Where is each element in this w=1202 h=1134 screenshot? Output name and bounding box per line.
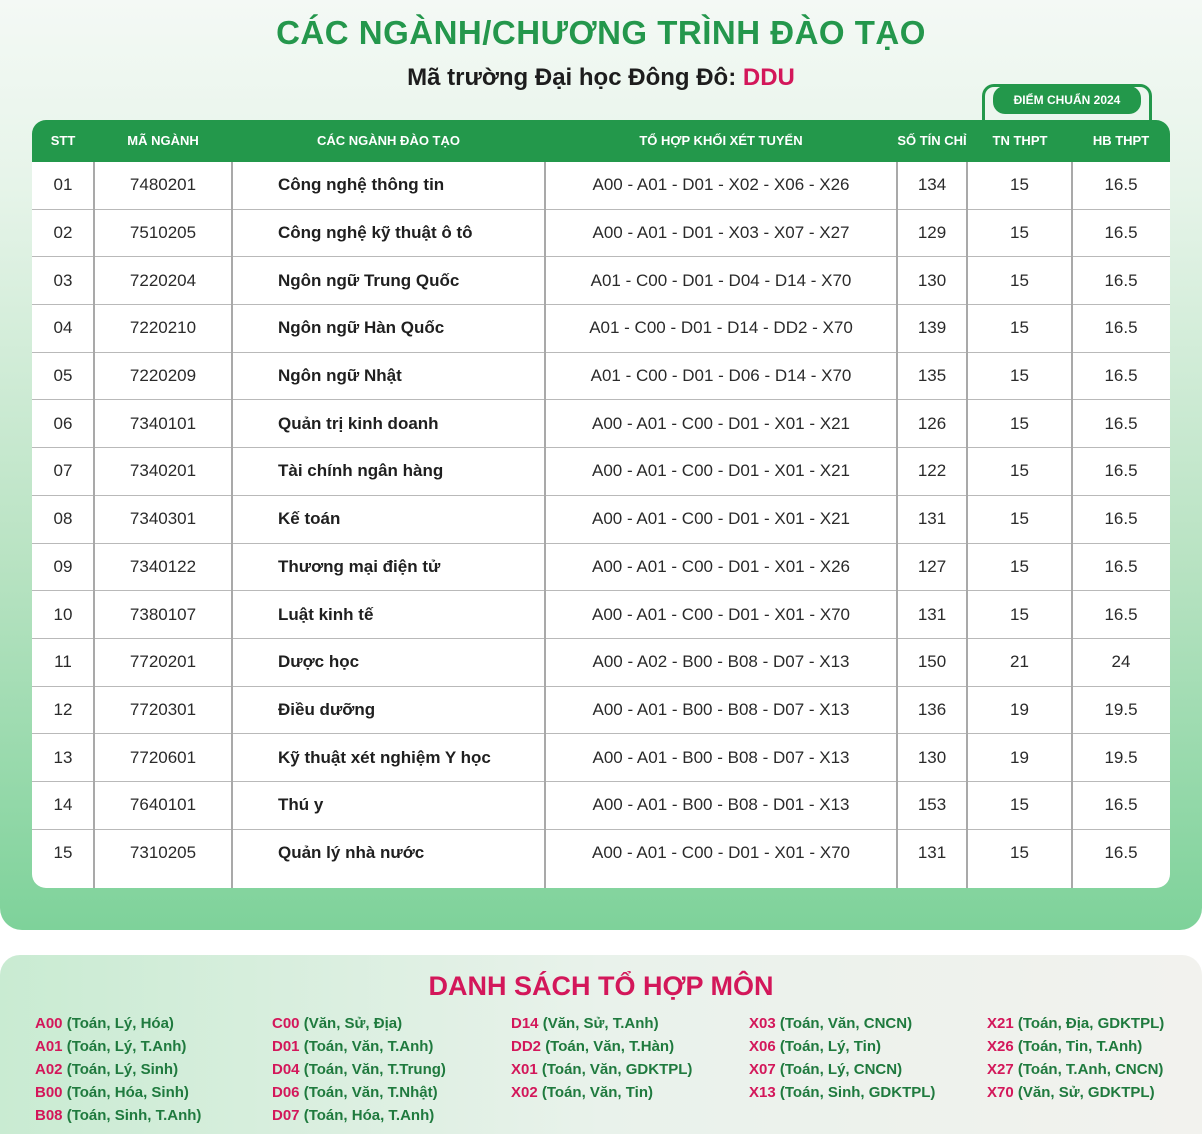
cell-hb: 16.5	[1104, 604, 1138, 624]
combination-code: X13	[749, 1084, 776, 1101]
cell-stt: 04	[53, 318, 73, 338]
header-code: MÃ NGÀNH	[127, 133, 199, 148]
column-divider	[231, 162, 233, 888]
combination-code: X70	[987, 1084, 1014, 1101]
legend-column	[987, 1015, 1202, 1107]
cell-stt: 13	[53, 747, 73, 767]
table-row	[32, 544, 1170, 592]
combination-subjects: (Toán, Lý, T.Anh)	[66, 1038, 187, 1055]
combination-code: D01	[272, 1038, 300, 1055]
cell-tn: 15	[1010, 366, 1029, 386]
cell-name: Tài chính ngân hàng	[278, 461, 444, 481]
combination-subjects: (Toán, Văn, T.Nhật)	[303, 1084, 438, 1101]
table-row	[32, 353, 1170, 401]
table-row	[32, 639, 1170, 687]
cell-stt: 10	[53, 604, 73, 624]
school-code: DDU	[742, 64, 795, 91]
column-divider	[896, 162, 898, 888]
cell-tn: 15	[1010, 604, 1029, 624]
combination-code: X01	[511, 1061, 538, 1078]
page-title: CÁC NGÀNH/CHƯƠNG TRÌNH ĐÀO TẠO	[276, 14, 926, 51]
cell-name: Quản lý nhà nước	[278, 843, 425, 863]
school-code-label: Mã trường Đại học Đông Đô:	[407, 64, 737, 91]
header-credits: SỐ TÍN CHỈ	[897, 133, 967, 148]
cell-hb: 16.5	[1104, 509, 1138, 529]
combination-subjects: (Toán, Lý, CNCN)	[779, 1061, 903, 1078]
combination-item	[35, 1107, 271, 1130]
cell-hb: 16.5	[1104, 270, 1138, 290]
combination-code: X27	[987, 1061, 1014, 1078]
combination-code: B08	[35, 1107, 63, 1124]
cell-tn: 15	[1010, 223, 1029, 243]
combination-item	[511, 1038, 747, 1061]
cell-code: 7340101	[129, 413, 197, 433]
header-combos: TỔ HỢP KHỐI XÉT TUYỂN	[639, 133, 803, 148]
subject-combinations-panel	[0, 955, 1202, 1134]
combination-item	[749, 1038, 985, 1061]
cell-code: 7340301	[129, 509, 197, 529]
cell-stt: 14	[53, 795, 73, 815]
combination-code: X06	[749, 1038, 776, 1055]
cell-hb: 16.5	[1104, 223, 1138, 243]
cell-stt: 06	[53, 413, 73, 433]
combination-item	[511, 1084, 747, 1107]
cell-tn: 15	[1010, 509, 1029, 529]
cell-tn: 15	[1010, 318, 1029, 338]
combination-item	[749, 1084, 985, 1107]
cell-stt: 07	[53, 461, 73, 481]
cell-tn: 19	[1010, 699, 1029, 719]
cell-tn: 15	[1010, 843, 1029, 863]
cell-hb: 19.5	[1104, 747, 1138, 767]
combination-subjects: (Văn, Sử, T.Anh)	[542, 1015, 659, 1032]
combination-item	[987, 1061, 1202, 1084]
cell-tn: 15	[1010, 413, 1029, 433]
combination-item	[987, 1038, 1202, 1061]
combination-item	[511, 1061, 747, 1084]
combination-item	[35, 1015, 271, 1038]
cell-combos: A00 - A01 - C00 - D01 - X01 - X70	[592, 604, 850, 624]
cell-stt: 02	[53, 223, 73, 243]
cell-credits: 131	[917, 843, 947, 863]
cell-name: Thú y	[278, 795, 324, 815]
cell-hb: 16.5	[1104, 795, 1138, 815]
cell-combos: A00 - A01 - B00 - B08 - D07 - X13	[592, 699, 850, 719]
cell-name: Ngôn ngữ Nhật	[278, 366, 402, 386]
cell-credits: 122	[917, 461, 947, 481]
combination-item	[35, 1061, 271, 1084]
cell-stt: 08	[53, 509, 73, 529]
table-row	[32, 257, 1170, 305]
table-row	[32, 448, 1170, 496]
legend-column	[511, 1015, 747, 1107]
combination-subjects: (Toán, Sinh, T.Anh)	[66, 1107, 202, 1124]
combination-item	[35, 1038, 271, 1061]
cell-stt: 03	[53, 270, 73, 290]
combination-code: D06	[272, 1084, 300, 1101]
cell-combos: A00 - A01 - C00 - D01 - X01 - X21	[592, 413, 850, 433]
cell-hb: 16.5	[1104, 843, 1138, 863]
cell-combos: A01 - C00 - D01 - D06 - D14 - X70	[590, 366, 852, 386]
header-name: CÁC NGÀNH ĐÀO TẠO	[317, 133, 460, 148]
combination-subjects: (Toán, Văn, GDKTPL)	[541, 1061, 693, 1078]
combination-code: B00	[35, 1084, 63, 1101]
cell-code: 7480201	[129, 175, 197, 195]
cell-name: Ngôn ngữ Hàn Quốc	[278, 318, 445, 338]
cell-name: Thương mại điện tử	[278, 556, 441, 576]
column-divider	[1071, 162, 1073, 888]
cell-name: Dược học	[278, 652, 360, 672]
combination-code: X02	[511, 1084, 538, 1101]
combination-subjects: (Toán, Văn, T.Hàn)	[545, 1038, 675, 1055]
cell-stt: 09	[53, 556, 73, 576]
legend-column	[749, 1015, 985, 1107]
table-row	[32, 210, 1170, 258]
cell-credits: 153	[917, 795, 947, 815]
cell-hb: 16.5	[1104, 366, 1138, 386]
column-divider	[966, 162, 968, 888]
combination-subjects: (Toán, T.Anh, CNCN)	[1017, 1061, 1164, 1078]
cell-stt: 15	[53, 843, 73, 863]
cell-name: Quản trị kinh doanh	[278, 413, 439, 433]
combination-code: D04	[272, 1061, 300, 1078]
cell-combos: A00 - A02 - B00 - B08 - D07 - X13	[592, 652, 850, 672]
cell-combos: A00 - A01 - B00 - B08 - D07 - X13	[592, 747, 850, 767]
cell-hb: 16.5	[1104, 175, 1138, 195]
cell-hb: 16.5	[1104, 461, 1138, 481]
cell-combos: A00 - A01 - C00 - D01 - X01 - X21	[592, 461, 850, 481]
cell-credits: 134	[917, 175, 947, 195]
cell-code: 7220210	[129, 318, 197, 338]
cell-combos: A00 - A01 - D01 - X02 - X06 - X26	[592, 175, 850, 195]
cell-combos: A00 - A01 - B00 - B08 - D01 - X13	[592, 795, 850, 815]
cell-tn: 15	[1010, 556, 1029, 576]
combination-subjects: (Toán, Hóa, T.Anh)	[303, 1107, 435, 1124]
cell-combos: A00 - A01 - C00 - D01 - X01 - X21	[592, 509, 850, 529]
table-row	[32, 591, 1170, 639]
cell-name: Công nghệ thông tin	[278, 175, 445, 195]
cell-combos: A00 - A01 - C00 - D01 - X01 - X70	[592, 843, 850, 863]
cell-name: Kỹ thuật xét nghiệm Y học	[278, 747, 491, 767]
table-row	[32, 162, 1170, 210]
cell-credits: 150	[917, 652, 947, 672]
cell-code: 7340201	[129, 461, 197, 481]
cell-credits: 139	[917, 318, 947, 338]
combination-subjects: (Toán, Tin, T.Anh)	[1017, 1038, 1143, 1055]
cell-code: 7720601	[129, 747, 197, 767]
cell-name: Ngôn ngữ Trung Quốc	[278, 270, 460, 290]
combination-code: A02	[35, 1061, 63, 1078]
table-row	[32, 734, 1170, 782]
combination-item	[987, 1084, 1202, 1107]
table-row	[32, 687, 1170, 735]
cell-combos: A00 - A01 - C00 - D01 - X01 - X26	[592, 556, 850, 576]
combination-item	[987, 1015, 1202, 1038]
cell-tn: 21	[1010, 652, 1029, 672]
combination-subjects: (Toán, Văn, Tin)	[541, 1084, 653, 1101]
combination-code: A01	[35, 1038, 63, 1055]
column-divider	[544, 162, 546, 888]
cell-credits: 135	[917, 366, 947, 386]
cell-tn: 15	[1010, 270, 1029, 290]
cell-tn: 15	[1010, 795, 1029, 815]
combination-item	[749, 1015, 985, 1038]
combination-code: X07	[749, 1061, 776, 1078]
combination-code: X21	[987, 1015, 1014, 1032]
score-2024-bracket	[982, 84, 1152, 124]
table-body	[32, 162, 1170, 877]
cell-stt: 05	[53, 366, 73, 386]
combination-subjects: (Toán, Văn, T.Anh)	[303, 1038, 434, 1055]
cell-hb: 16.5	[1104, 413, 1138, 433]
header-hb-thpt: HB THPT	[1092, 133, 1150, 148]
combination-subjects: (Toán, Lý, Hóa)	[66, 1015, 174, 1032]
cell-code: 7380107	[129, 604, 197, 624]
cell-hb: 16.5	[1104, 318, 1138, 338]
cell-credits: 129	[917, 223, 947, 243]
cell-code: 7720201	[129, 652, 197, 672]
table-row	[32, 496, 1170, 544]
cell-credits: 130	[917, 747, 947, 767]
header-tn-thpt: TN THPT	[992, 133, 1048, 148]
combination-subjects: (Văn, Sử, GDKTPL)	[1017, 1084, 1155, 1101]
combination-item	[272, 1015, 508, 1038]
combination-subjects: (Toán, Văn, CNCN)	[779, 1015, 913, 1032]
header-stt: STT	[50, 133, 76, 148]
legend-column	[35, 1015, 271, 1130]
combination-item	[272, 1038, 508, 1061]
cell-combos: A00 - A01 - D01 - X03 - X07 - X27	[592, 223, 850, 243]
cell-code: 7720301	[129, 699, 197, 719]
cell-name: Công nghệ kỹ thuật ô tô	[278, 223, 473, 243]
cell-code: 7220209	[129, 366, 197, 386]
cell-name: Kế toán	[278, 509, 341, 529]
combination-code: D14	[511, 1015, 539, 1032]
cell-hb: 19.5	[1104, 699, 1138, 719]
combination-subjects: (Toán, Sinh, GDKTPL)	[779, 1084, 936, 1101]
combination-code: A00	[35, 1015, 63, 1032]
cell-credits: 130	[917, 270, 947, 290]
table-header	[32, 120, 1170, 162]
cell-code: 7510205	[129, 223, 197, 243]
combination-item	[35, 1084, 271, 1107]
cell-code: 7310205	[129, 843, 197, 863]
cell-tn: 15	[1010, 461, 1029, 481]
cell-combos: A01 - C00 - D01 - D04 - D14 - X70	[590, 270, 852, 290]
combination-subjects: (Toán, Hóa, Sinh)	[66, 1084, 189, 1101]
combination-code: X03	[749, 1015, 776, 1032]
cell-credits: 126	[917, 413, 947, 433]
combination-subjects: (Toán, Văn, T.Trung)	[303, 1061, 446, 1078]
programs-table	[32, 120, 1170, 888]
combination-code: DD2	[511, 1038, 542, 1055]
combination-subjects: (Văn, Sử, Địa)	[303, 1015, 403, 1032]
combinations-title: DANH SÁCH TỔ HỢP MÔN	[428, 971, 774, 1001]
combination-item	[272, 1107, 508, 1130]
cell-code: 7340122	[129, 556, 197, 576]
cell-credits: 131	[917, 604, 947, 624]
cell-stt: 11	[54, 652, 72, 672]
score-2024-badge: ĐIỂM CHUẨN 2024	[993, 86, 1141, 114]
table-row	[32, 305, 1170, 353]
cell-tn: 19	[1010, 747, 1029, 767]
cell-name: Luật kinh tế	[278, 604, 374, 624]
cell-combos: A01 - C00 - D01 - D14 - DD2 - X70	[589, 318, 853, 338]
table-row	[32, 782, 1170, 830]
cell-credits: 131	[917, 509, 947, 529]
cell-code: 7640101	[129, 795, 197, 815]
combination-subjects: (Toán, Địa, GDKTPL)	[1017, 1015, 1165, 1032]
column-divider	[93, 162, 95, 888]
combination-subjects: (Toán, Lý, Tin)	[779, 1038, 881, 1055]
combination-code: C00	[272, 1015, 300, 1032]
legend-column	[272, 1015, 508, 1130]
cell-hb: 16.5	[1104, 556, 1138, 576]
cell-hb: 24	[1111, 652, 1131, 672]
combination-item	[272, 1084, 508, 1107]
cell-tn: 15	[1010, 175, 1029, 195]
cell-name: Điều dưỡng	[278, 699, 376, 719]
table-row	[32, 830, 1170, 878]
combination-code: D07	[272, 1107, 300, 1124]
cell-stt: 12	[53, 699, 73, 719]
combination-item	[511, 1015, 747, 1038]
cell-credits: 127	[917, 556, 947, 576]
table-row	[32, 400, 1170, 448]
cell-code: 7220204	[129, 270, 197, 290]
combination-code: X26	[987, 1038, 1014, 1055]
combination-subjects: (Toán, Lý, Sinh)	[66, 1061, 179, 1078]
cell-credits: 136	[917, 699, 947, 719]
cell-stt: 01	[53, 175, 73, 195]
combination-item	[749, 1061, 985, 1084]
combination-item	[272, 1061, 508, 1084]
